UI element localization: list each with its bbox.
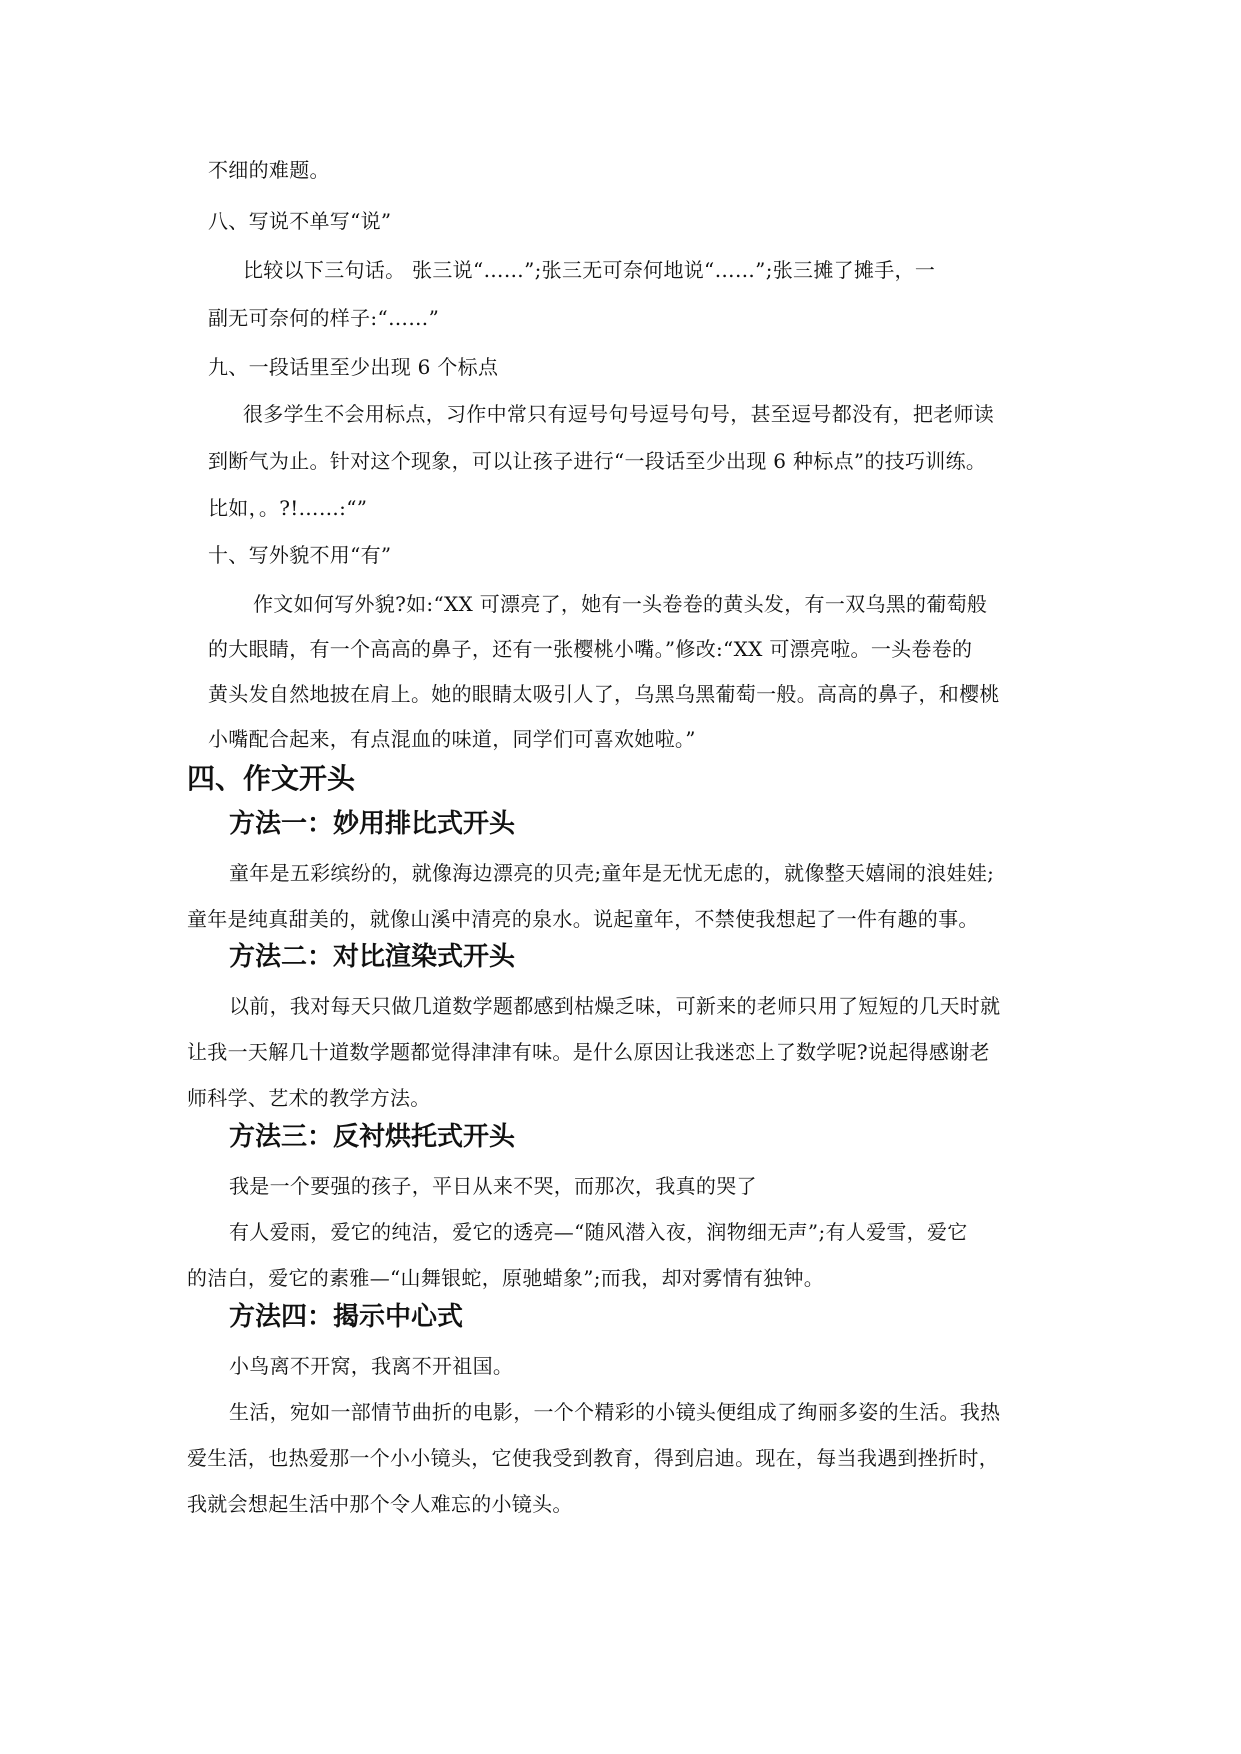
section-heading: 四、作文开头: [187, 762, 356, 795]
method-heading: 方法二：对比渲染式开头: [229, 942, 516, 972]
paragraph-line: 比较以下三句话。 张三说“……”;张三无可奈何地说“……”;张三摊了摊手，一: [243, 258, 936, 282]
paragraph-line: 童年是纯真甜美的，就像山溪中清亮的泉水。说起童年，不禁使我想起了一件有趣的事。: [187, 907, 979, 931]
paragraph-line: 作文如何写外貌?如:“XX 可漂亮了，她有一头卷卷的黄头发，有一双乌黑的葡萄般: [253, 592, 988, 616]
method-heading: 方法三：反衬烘托式开头: [229, 1122, 516, 1152]
paragraph-line: 有人爱雨，爱它的纯洁，爱它的透亮—“随风潜入夜，润物细无声”;有人爱雪，爱它: [229, 1220, 968, 1244]
subheading-line: 九、一段话里至少出现 6 个标点: [208, 355, 499, 379]
paragraph-line: 比如，。?!……:“”: [208, 496, 368, 520]
paragraph-line: 不细的难题。: [208, 158, 330, 182]
paragraph-line: 爱生活，也热爱那一个小小镜头，它使我受到教育，得到启迪。现在，每当我遇到挫折时，: [187, 1446, 999, 1470]
paragraph-line: 的洁白，爱它的素雅—“山舞银蛇，原驰蜡象”;而我，却对雾情有独钟。: [187, 1266, 825, 1290]
paragraph-line: 我是一个要强的孩子，平日从来不哭，而那次，我真的哭了: [229, 1174, 757, 1198]
paragraph-line: 师科学、艺术的教学方法。: [187, 1086, 431, 1110]
paragraph-line: 很多学生不会用标点，习作中常只有逗号句号逗号句号，甚至逗号都没有，把老师读: [243, 402, 995, 426]
subheading-line: 十、写外貌不用“有”: [208, 543, 392, 567]
paragraph-line: 小鸟离不开窝，我离不开祖国。: [229, 1354, 514, 1378]
paragraph-line: 黄头发自然地披在肩上。她的眼睛太吸引人了，乌黑乌黑葡萄一般。高高的鼻子，和樱桃: [208, 682, 1000, 706]
paragraph-line: 生活，宛如一部情节曲折的电影，一个个精彩的小镜头便组成了绚丽多姿的生活。我热: [229, 1400, 1001, 1424]
paragraph-line: 的大眼睛，有一个高高的鼻子，还有一张樱桃小嘴。”修改:“XX 可漂亮啦。一头卷卷的: [208, 637, 973, 661]
paragraph-line: 小嘴配合起来，有点混血的味道，同学们可喜欢她啦。”: [208, 727, 696, 751]
paragraph-line: 我就会想起生活中那个令人难忘的小镜头。: [187, 1492, 573, 1516]
paragraph-line: 让我一天解几十道数学题都觉得津津有味。是什么原因让我迷恋上了数学呢?说起得感谢老: [187, 1040, 990, 1064]
paragraph-line: 以前，我对每天只做几道数学题都感到枯燥乏味，可新来的老师只用了短短的几天时就: [229, 994, 1001, 1018]
paragraph-line: 童年是五彩缤纷的，就像海边漂亮的贝壳;童年是无忧无虑的，就像整天嬉闹的浪娃娃;: [229, 861, 995, 885]
method-heading: 方法一：妙用排比式开头: [229, 809, 516, 839]
method-heading: 方法四：揭示中心式: [229, 1302, 464, 1332]
subheading-line: 八、写说不单写“说”: [208, 209, 392, 233]
paragraph-line: 副无可奈何的样子:“……”: [208, 306, 440, 330]
paragraph-line: 到断气为止。针对这个现象，可以让孩子进行“一段话至少出现 6 种标点”的技巧训练。: [208, 449, 987, 473]
